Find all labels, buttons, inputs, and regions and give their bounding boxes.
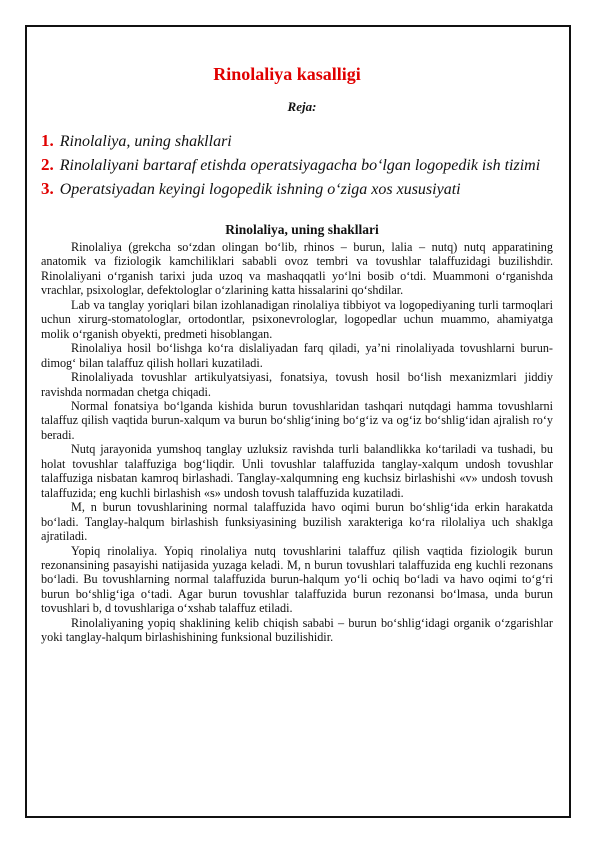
plan-item-text: Rinolaliyani bartaraf etishda operatsiyagacha bo‘lgan logopedik ish tizimi	[59, 157, 541, 174]
plan-item-number: 1.	[41, 131, 54, 150]
body-paragraph: Lab va tanglay yoriqlari bilan izohlanadigan rinolaliya tibbiyot va logopediyaning turli tarmoqlari uchun xirurg-stomatologlar, ortodontlar, psixonevrologlar, logopedlar uchun muammo, ahamiyatga molik o‘rganish obyekti, predmeti hisoblangan.	[41, 297, 553, 341]
body-paragraph: Nutq jarayonida yumshoq tanglay uzluksiz ravishda turli balandlikka ko‘tariladi va tushadi, bu holat tovushlar talaffuziga bog‘liqdir. Unli tovushlar talaffuzida tanglay-xalqum undosh tovushlar talaffuziga nisbatan kamroq birlashadi. Tanglay-xalqumning eng kuchsiz birlashishi «v» undosh tovush talaffuzida; eng kuchli birlashish «s» undosh tovush talaffuzida kuzatiladi.	[41, 442, 553, 500]
plan-item	[41, 131, 553, 152]
plan-item-text: Operatsiyadan keyingi logopedik ishning o‘ziga xos xususiyati	[59, 181, 461, 198]
plan-item	[41, 155, 553, 176]
plan-item	[41, 179, 553, 200]
body-paragraph: M, n burun tovushlarining normal talaffuzida havo oqimi burun bo‘shlig‘ida erkin harakatda bo‘ladi. Tanglay-halqum birlashish funksiyasining buzilish xarakteriga ko‘ra rilolaliya uch shaklga ajratiladi.	[41, 500, 553, 544]
body-paragraph: Rinolaliyada tovushlar artikulyatsiyasi, fonatsiya, tovush hosil bo‘lish mexanizmlari jiddiy ravishda normadan chetga chiqadi.	[41, 370, 553, 399]
plan-list	[41, 131, 553, 200]
plan-heading: Reja:	[287, 99, 317, 114]
body-paragraph: Rinolaliyaning yopiq shaklining kelib chiqish sababi – burun bo‘shlig‘idagi organik o‘zgarishlar yoki tanglay-halqum birlashishining funksional buzilishidir.	[41, 615, 553, 645]
body-paragraph: Rinolaliya (grekcha so‘zdan olingan bo‘lib, rhinos – burun, lalia – nutq) nutq apparatining anatomik va fiziologik kamchiliklari sababli ovoz tembri va tovushlar talaffuzidagi buzilishdir. Rinolaliyani o‘rganish tarixi juda uzoq va mashaqqatli yo‘lni bosib o‘tdi. Muammoni o‘rganishda vrachlar, psixologlar, defektologlar o‘zlarining katta hissalarini qo‘shdilar.	[41, 240, 553, 298]
section-heading: Rinolaliya, uning shakllari	[225, 222, 379, 237]
plan-item-text: Rinolaliya, uning shakllari	[59, 133, 232, 150]
body-paragraph: Normal fonatsiya bo‘lganda kishida burun tovushlaridan tashqari nutqdagi hamma tovushlarni talaffuz qilish vaqtida burun-xalqum va burun bo‘shlig‘ining bo‘g‘iz va og‘iz bo‘shlig‘idan ajralish ro‘y beradi.	[41, 398, 553, 442]
plan-item-number: 3.	[41, 179, 54, 198]
document-title: Rinolaliya kasalligi	[213, 64, 361, 84]
body-paragraph: Rinolaliya hosil bo‘lishga ko‘ra dislaliyadan farq qiladi, ya’ni rinolaliyada tovushlarni burun-dimog‘ bilan talaffuz qilish hollari kuzatiladi.	[41, 341, 553, 370]
body-paragraph: Yopiq rinolaliya. Yopiq rinolaliya nutq tovushlarini talaffuz qilish vaqtida fiziologik burun rezonansining pasayishi natijasida yuzaga keladi. M, n burun tovushlari talaffuzida eng kuchli rezonans bo‘ladi. Bu tovushlarning normal talaffuzida burun-halqum yo‘li ochiq bo‘ladi va havo oqimi to‘g‘ri burun bo‘shlig‘iga o‘tadi. Agar burun tovushlar talaffuzida burun rezonansi bo‘lmasa, unda burun tovushlari b, d tovushlariga o‘xshab talaffuz etiladi.	[41, 543, 553, 616]
plan-item-number: 2.	[41, 155, 54, 174]
document-content	[41, 55, 553, 645]
